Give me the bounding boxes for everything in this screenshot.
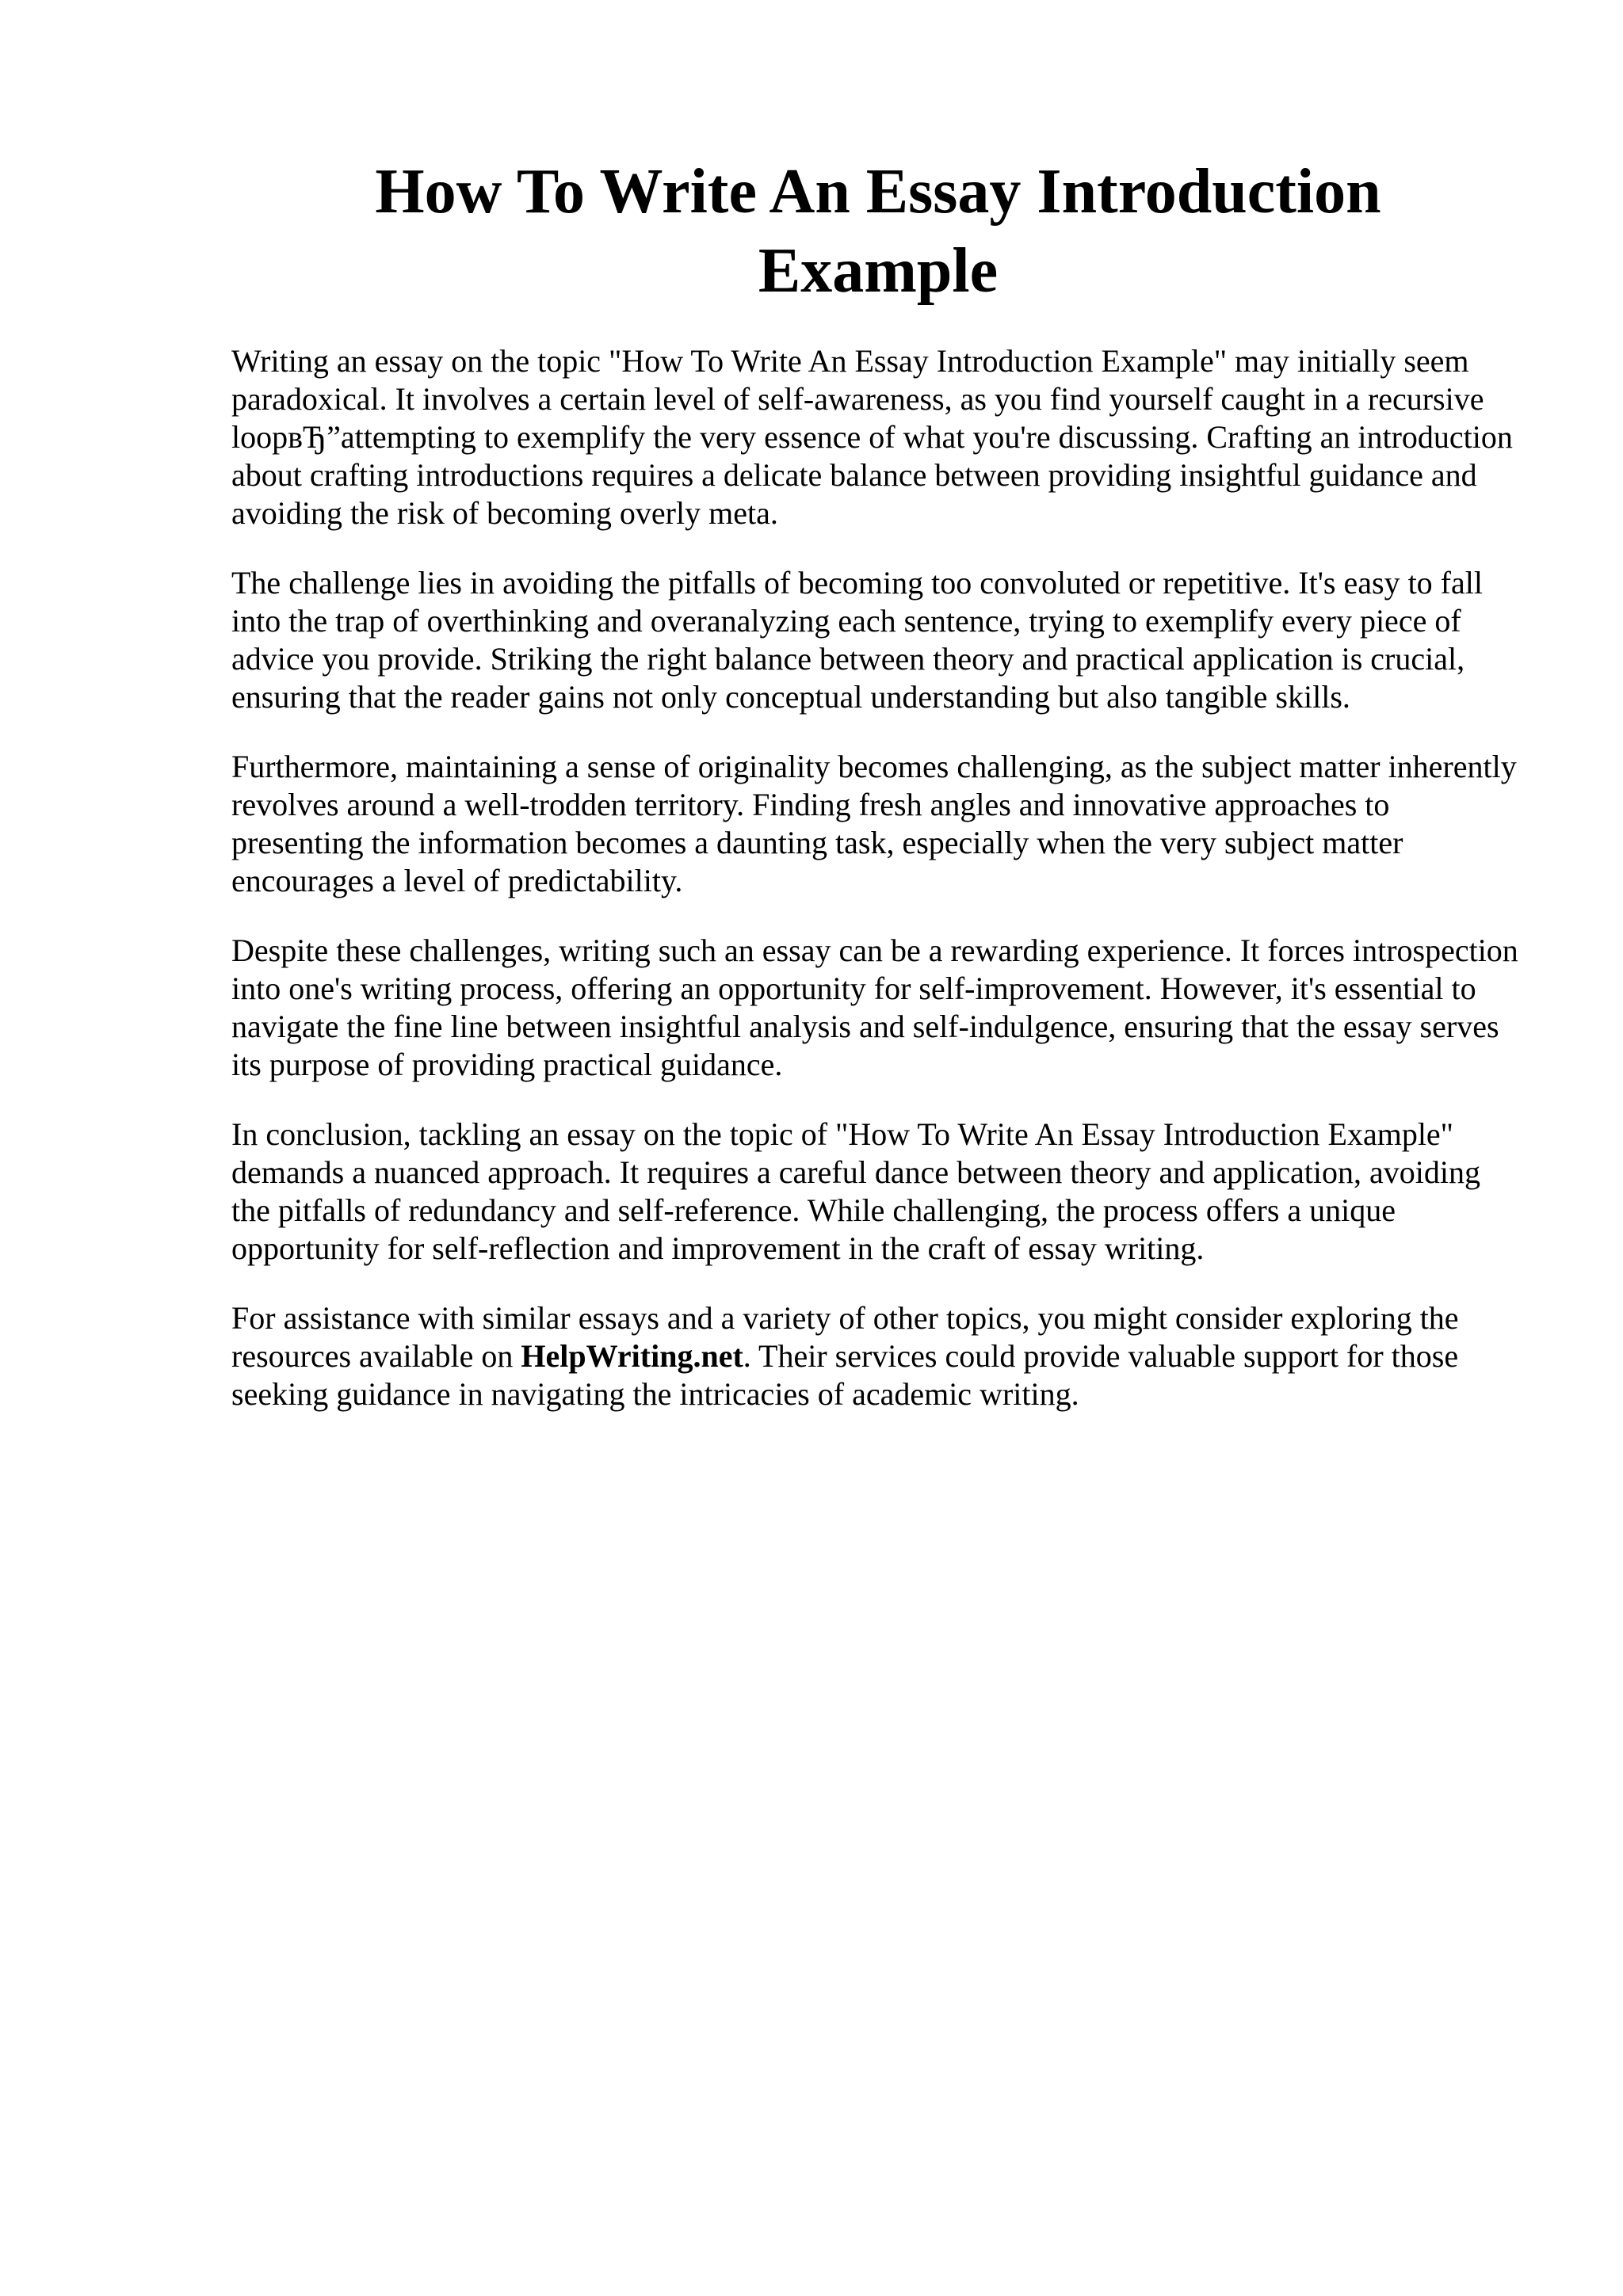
document-title: How To Write An Essay Introduction Example [375, 157, 1381, 306]
paragraph-4: Despite these challenges, writing such an essay can be a rewarding experience. It forces introspection into one's writing process, offering an opportunity for self-improvement. However, it's essential to navigate the fine line between insightful analysis and self-indulgence, ensuring that the essay serves its purpose of providing practical guidance. [231, 933, 1518, 1082]
paragraph-2: The challenge lies in avoiding the pitfalls of becoming too convoluted or repetitive. It's easy to fall into the trap of overthinking and overanalyzing each sentence, trying to exemplify every piece of advice you provide. Striking the right balance between theory and practical application is crucial, ensuring that the reader gains not only conceptual understanding but also tangible skills. [231, 565, 1483, 715]
document-body [231, 342, 1523, 1445]
paragraph-1: Writing an essay on the topic "How To Write An Essay Introduction Example" may initially seem paradoxical. It involves a certain level of self-awareness, as you find yourself caught in a recursive loopвЂ”attempting to exemplify the very essence of what you're discussing. Crafting an introduction about crafting introductions requires a delicate balance between providing insightful guidance and avoiding the risk of becoming overly meta. [231, 343, 1513, 531]
paragraph-5: In conclusion, tackling an essay on the topic of "How To Write An Essay Introduction Example" demands a nuanced approach. It requires a careful dance between theory and application, avoiding the pitfalls of redundancy and self-reference. While challenging, the process offers a unique opportunity for self-reflection and improvement in the craft of essay writing. [231, 1116, 1480, 1266]
closing-text-after-link: . Their services could provide valuable support for those seeking guidance in navigating the intricacies of academic writing. [231, 1338, 1459, 1412]
helpwriting-link[interactable]: HelpWriting.net [521, 1338, 743, 1374]
closing-text-before-link: For assistance with similar essays and a variety of other topics, you might consider exploring the resources available on [231, 1300, 1459, 1374]
paragraph-3: Furthermore, maintaining a sense of originality becomes challenging, as the subject matter inherently revolves around a well-trodden territory. Finding fresh angles and innovative approaches to presenting the information becomes a daunting task, especially when the very subject matter encourages a level of predictability. [231, 749, 1517, 898]
closing-paragraph [231, 1299, 1523, 1413]
